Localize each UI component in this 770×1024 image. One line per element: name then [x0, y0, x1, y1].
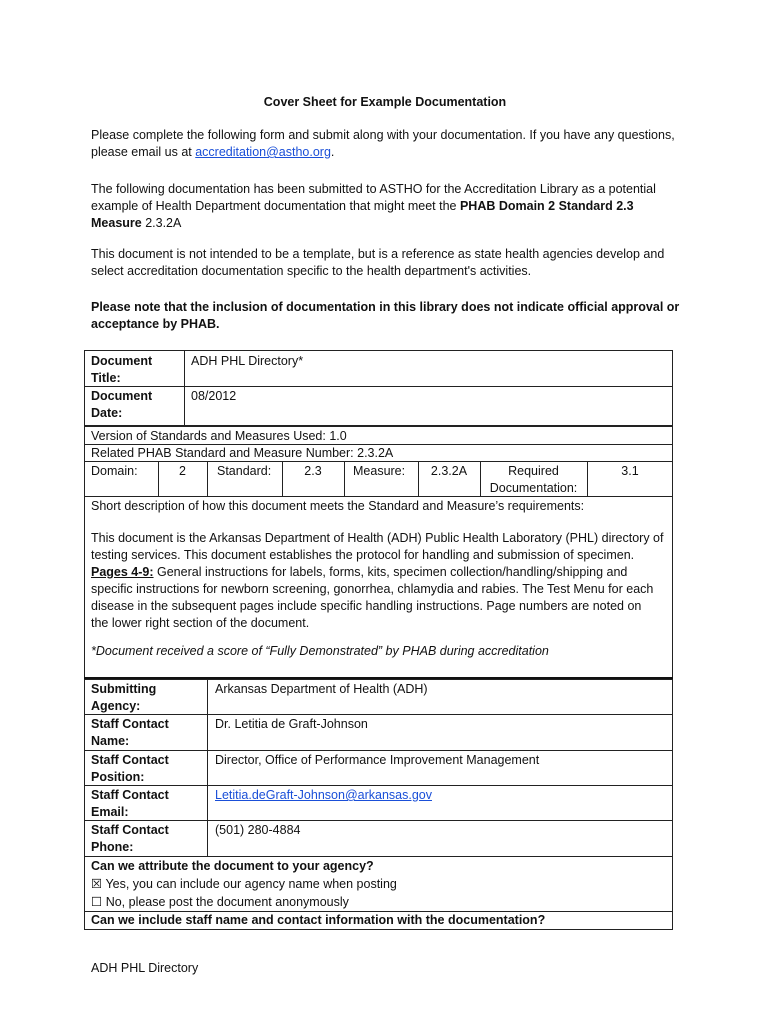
document-title-value: ADH PHL Directory* — [191, 354, 304, 368]
document-info-table — [84, 350, 673, 426]
required-documentation-label: Required Documentation: — [489, 464, 578, 495]
accreditation-email-link[interactable]: accreditation@astho.org — [195, 145, 331, 159]
attribution-question: Can we attribute the document to your agency? — [91, 859, 374, 873]
staff-name-label: Staff Contact Name: — [91, 717, 169, 748]
staff-email-label: Staff Contact Email: — [91, 788, 169, 819]
page-title: Cover Sheet for Example Documentation — [263, 95, 507, 109]
standards-version: Version of Standards and Measures Used: 1.0 — [91, 429, 347, 443]
phab-measure-value: 2.3.2A — [141, 216, 182, 230]
attribution-no-option[interactable]: ☐ No, please post the document anonymously — [91, 895, 349, 909]
submitted-paragraph — [91, 181, 681, 232]
score-note: *Document received a score of “Fully Demonstrated” by PHAB during accreditation — [91, 644, 549, 658]
staff-position-value: Director, Office of Performance Improvement Management — [215, 753, 540, 767]
phab-domain-label: PHAB Domain — [459, 199, 549, 213]
page-footer: ADH PHL Directory — [91, 961, 199, 975]
measure-value: 2.3.2A — [430, 464, 468, 478]
checked-checkbox-icon[interactable]: ☒ — [91, 877, 103, 891]
attribution-yes-option[interactable]: ☒ Yes, you can include our agency name when posting — [91, 877, 397, 891]
template-note: This document is not intended to be a template, but is a reference as state health agencies develop and select accreditation documentation specific to the health department's activities. — [91, 247, 665, 278]
related-standard: Related PHAB Standard and Measure Number: 2.3.2A — [91, 446, 394, 460]
description-body: This document is the Arkansas Department of Health (ADH) Public Health Laboratory (PHL) directory of testing services. This document establishes the protocol for handling and submission of specimen. Pages 4-9: General instructions for labels, forms, kits, specimen collection/handling/shipping and specific instructions for newborn screening, gonorrhea, chlamydia and rabies. The Test Menu for each disease in the subsequent pages include specific handling instructions. Page numbers are noted on the lower right section of the document. — [91, 531, 664, 630]
document-date-label: Document Date: — [91, 389, 153, 420]
phab-measure-label: Measure — [91, 216, 142, 230]
pages-label: Pages 4-9: — [91, 565, 154, 579]
phab-standard: Standard 2.3 — [555, 199, 634, 213]
domain-value: 2 — [179, 464, 186, 478]
description-heading: Short description of how this document meets the Standard and Measure’s requirements: — [91, 499, 585, 513]
staff-phone-value: (501) 280-4884 — [215, 823, 301, 837]
domain-label: Domain: — [91, 464, 138, 478]
phab-domain-number: 2 — [548, 199, 556, 213]
document-title-label: Document Title: — [91, 354, 153, 385]
standard-value: 2.3 — [304, 464, 322, 478]
staff-position-label: Staff Contact Position: — [91, 753, 169, 784]
intro-period: . — [330, 145, 335, 159]
unchecked-checkbox-icon[interactable]: ☐ — [91, 895, 103, 909]
required-documentation-value: 3.1 — [621, 464, 639, 478]
document-date-value: 08/2012 — [191, 389, 237, 403]
staff-email-link[interactable]: Letitia.deGraft-Johnson@arkansas.gov — [215, 788, 432, 802]
staff-contact-question: Can we include staff name and contact information with the documentation? — [91, 913, 546, 927]
intro-text: Please complete the following form and submit along with your documentation. If you have any questions, please email us at — [91, 128, 675, 159]
measure-label: Measure: — [353, 464, 406, 478]
approval-note: Please note that the inclusion of documentation in this library does not indicate official approval or acceptance by PHAB. — [91, 300, 680, 331]
submitting-agency-value: Arkansas Department of Health (ADH) — [215, 682, 428, 696]
submitted-text: The following documentation has been submitted to ASTHO for the Accreditation Library as a potential example of Health Department documentation that might meet the — [91, 182, 656, 213]
staff-name-value: Dr. Letitia de Graft-Johnson — [215, 717, 368, 731]
staff-phone-label: Staff Contact Phone: — [91, 823, 169, 854]
submitting-agency-label: Submitting Agency: — [91, 682, 157, 713]
intro-paragraph — [91, 127, 681, 161]
standard-label: Standard: — [217, 464, 272, 478]
